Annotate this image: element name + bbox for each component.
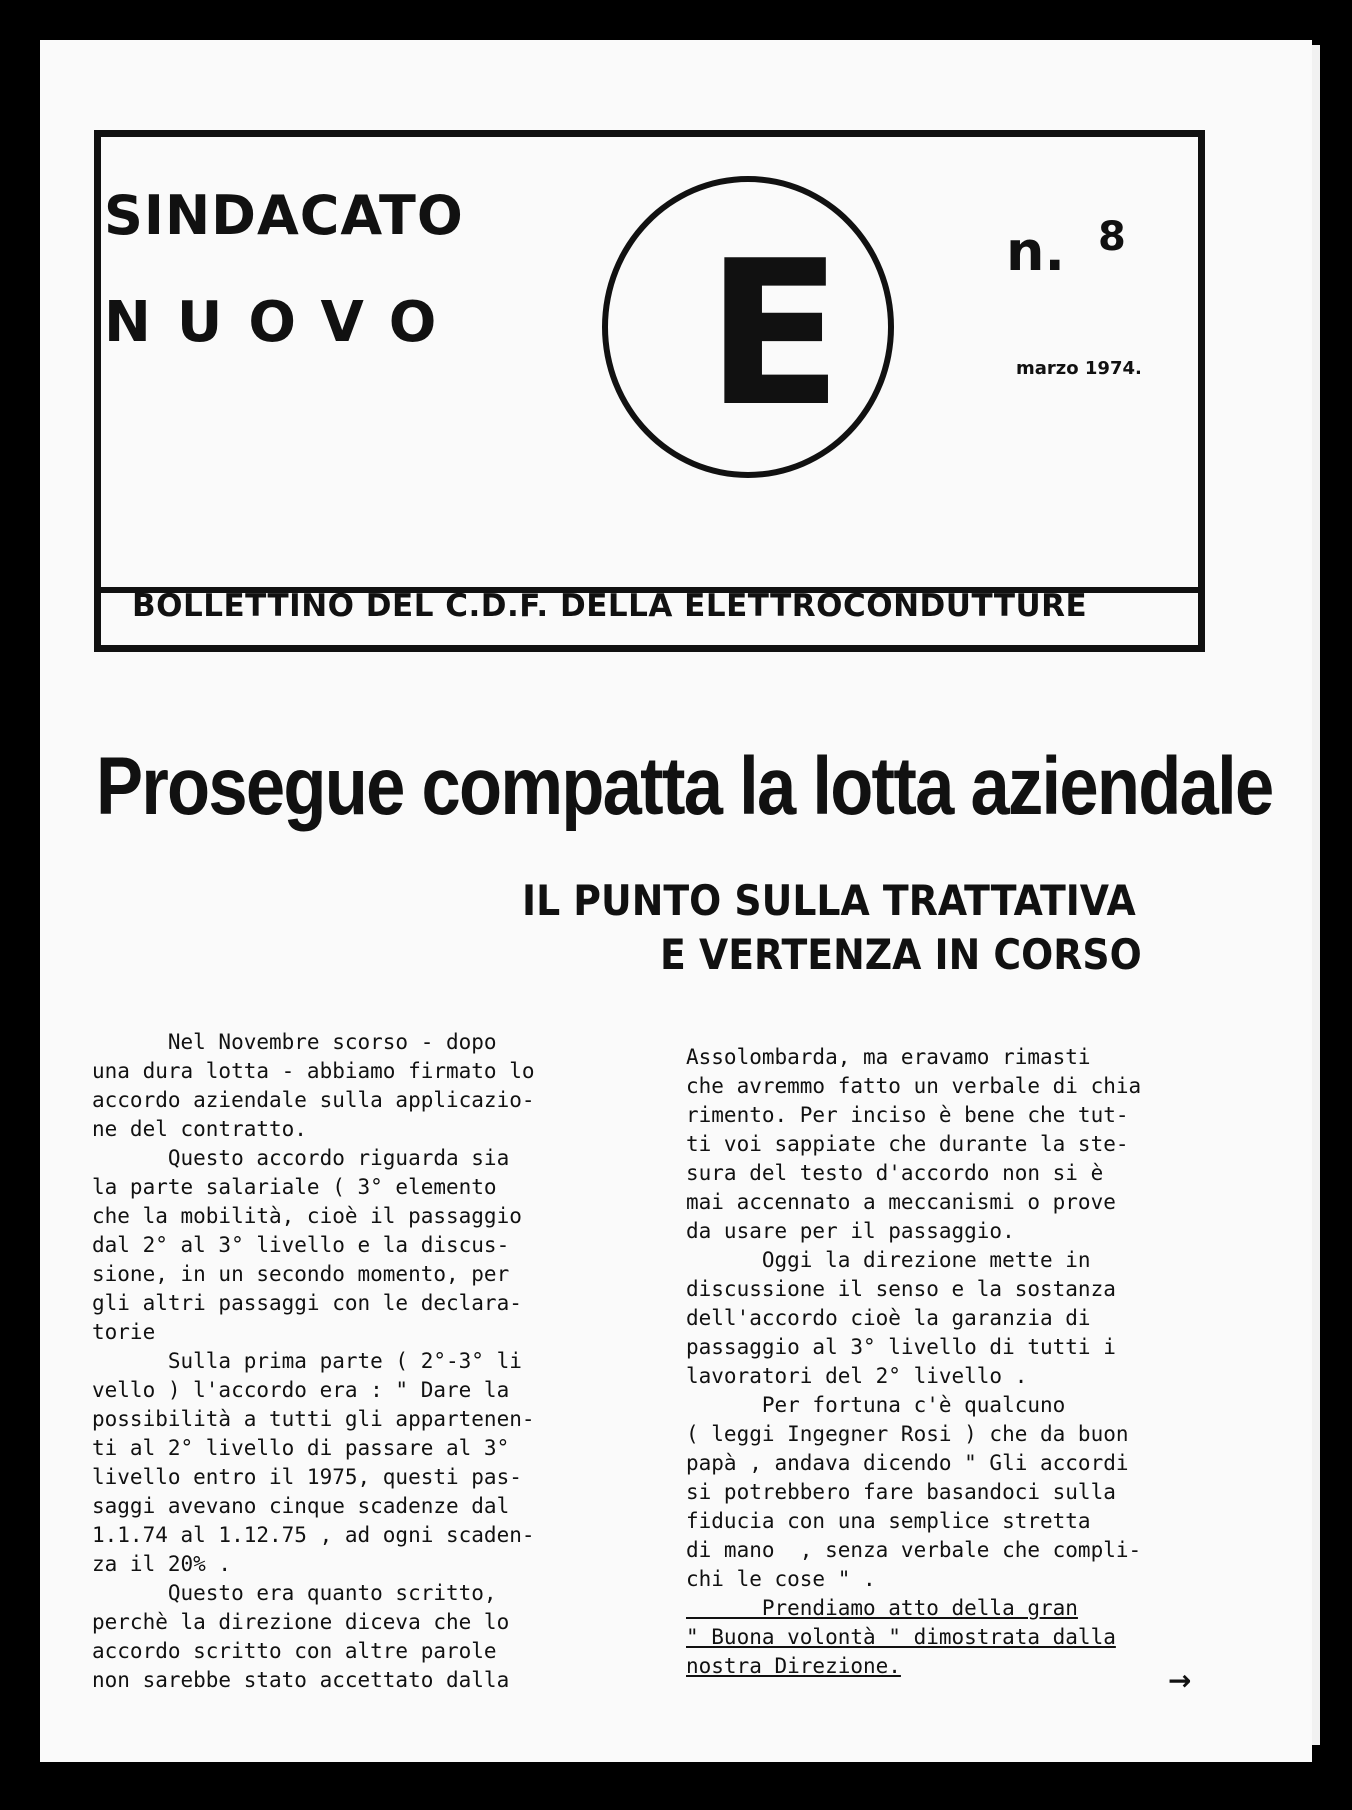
article-line: nostra Direzione.	[686, 1654, 901, 1678]
article-line: ( leggi Ingegner Rosi ) che da buon	[686, 1422, 1129, 1446]
subheadline-line2: E VERTENZA IN CORSO	[660, 930, 1142, 979]
article-line: Nel Novembre scorso - dopo	[92, 1030, 497, 1054]
article-line: livello entro il 1975, questi pas-	[92, 1465, 522, 1489]
article-line: una dura lotta - abbiamo firmato lo	[92, 1059, 535, 1083]
article-line: saggi avevano cinque scadenze dal	[92, 1494, 510, 1518]
article-line: Prendiamo atto della gran	[686, 1596, 1078, 1620]
article-line: Per fortuna c'è qualcuno	[686, 1393, 1066, 1417]
issue-number: 8	[1098, 214, 1126, 260]
headline: Prosegue compatta la lotta aziendale	[96, 741, 1273, 832]
article-line: rimento. Per inciso è bene che tut-	[686, 1103, 1129, 1127]
article-line: passaggio al 3° livello di tutti i	[686, 1335, 1116, 1359]
article-line: fiducia con una semplice stretta	[686, 1509, 1091, 1533]
article-line: " Buona volontà " dimostrata dalla	[686, 1625, 1116, 1649]
article-line: lavoratori del 2° livello .	[686, 1364, 1028, 1388]
article-line: Sulla prima parte ( 2°-3° li	[92, 1349, 522, 1373]
article-line: Assolombarda, ma eravamo rimasti	[686, 1045, 1091, 1069]
masthead-title-line1: SINDACATO	[104, 184, 464, 247]
article-line: Questo era quanto scritto,	[92, 1581, 497, 1605]
issue-prefix: n.	[1006, 220, 1065, 283]
article-line: mai accennato a meccanismi o prove	[686, 1190, 1116, 1214]
article-line: non sarebbe stato accettato dalla	[92, 1668, 510, 1692]
article-line: sura del testo d'accordo non si è	[686, 1161, 1104, 1185]
article-line: che la mobilità, cioè il passaggio	[92, 1204, 522, 1228]
article-line: chi le cose " .	[686, 1567, 876, 1591]
logo-letter: E	[706, 218, 843, 451]
article-line: da usare per il passaggio.	[686, 1219, 1015, 1243]
article-line: discussione il senso e la sostanza	[686, 1277, 1116, 1301]
article-right-column	[686, 1043, 1141, 1681]
issue-date: marzo 1974.	[1016, 358, 1142, 379]
masthead-subtitle: BOLLETTINO DEL C.D.F. DELLA ELETTROCONDUTTURE	[132, 588, 1088, 624]
article-line: si potrebbero fare basandoci sulla	[686, 1480, 1116, 1504]
article-line: Oggi la direzione mette in	[686, 1248, 1091, 1272]
article-line: perchè la direzione diceva che lo	[92, 1610, 510, 1634]
article-line: 1.1.74 al 1.12.75 , ad ogni scaden-	[92, 1523, 535, 1547]
article-line: Questo accordo riguarda sia	[92, 1146, 510, 1170]
article-line: la parte salariale ( 3° elemento	[92, 1175, 497, 1199]
article-line: accordo scritto con altre parole	[92, 1639, 497, 1663]
article-line: ne del contratto.	[92, 1117, 307, 1141]
article-line: torie	[92, 1320, 156, 1344]
article-line: ti al 2° livello di passare al 3°	[92, 1436, 510, 1460]
article-line: vello ) l'accordo era : " Dare la	[92, 1378, 510, 1402]
article-line: sione, in un secondo momento, per	[92, 1262, 510, 1286]
article-line: papà , andava dicendo " Gli accordi	[686, 1451, 1129, 1475]
newsletter-page	[40, 40, 1312, 1762]
article-line: gli altri passaggi con le declara-	[92, 1291, 522, 1315]
article-line: che avremmo fatto un verbale di chia	[686, 1074, 1142, 1098]
article-line: ti voi sappiate che durante la ste-	[686, 1132, 1129, 1156]
article-line: accordo aziendale sulla applicazio-	[92, 1088, 535, 1112]
article-line: za il 20% .	[92, 1552, 232, 1576]
article-line: dell'accordo cioè la garanzia di	[686, 1306, 1091, 1330]
article-line: di mano , senza verbale che compli-	[686, 1538, 1142, 1562]
article-line: possibilità a tutti gli appartenen-	[92, 1407, 535, 1431]
continue-arrow-icon: →	[1168, 1664, 1192, 1697]
article-left-column	[92, 1028, 535, 1695]
subheadline-line1: IL PUNTO SULLA TRATTATIVA	[522, 876, 1136, 925]
article-line: dal 2° al 3° livello e la discus-	[92, 1233, 510, 1257]
masthead-title-line2: NUOVO	[104, 290, 463, 355]
